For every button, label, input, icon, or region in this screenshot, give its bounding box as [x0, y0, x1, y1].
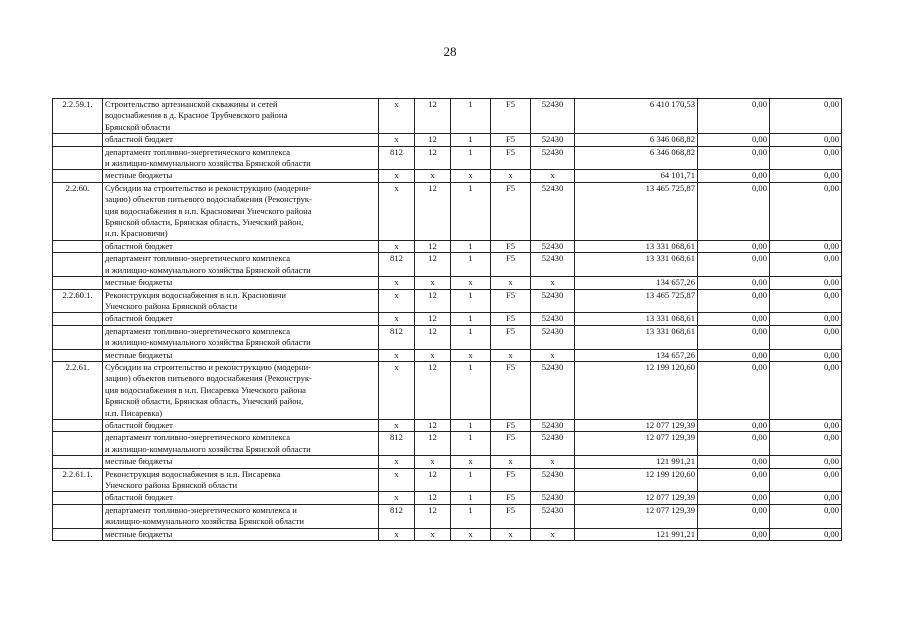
cell-program: 1	[451, 361, 491, 419]
cell-program: x	[451, 456, 491, 468]
cell-amount-2: 0,00	[698, 504, 770, 528]
cell-section: x	[415, 528, 451, 540]
cell-department-code: x	[379, 134, 415, 146]
cell-code	[53, 325, 103, 349]
table-row	[53, 456, 842, 468]
cell-project: x	[491, 170, 531, 182]
cell-department-code: x	[379, 456, 415, 468]
cell-amount-3: 0,00	[770, 325, 842, 349]
cell-amount-2: 0,00	[698, 456, 770, 468]
cell-amount-1: 121 991,21	[575, 528, 698, 540]
cell-program: 1	[451, 432, 491, 456]
cell-amount-3: 0,00	[770, 277, 842, 289]
cell-project: F5	[491, 146, 531, 170]
cell-amount-1: 13 465 725,87	[575, 289, 698, 313]
cell-code	[53, 277, 103, 289]
cell-department-code: x	[379, 170, 415, 182]
cell-department-code: x	[379, 99, 415, 134]
cell-program: 1	[451, 468, 491, 492]
page-number: 28	[443, 44, 457, 59]
cell-amount-3: 0,00	[770, 504, 842, 528]
cell-project: F5	[491, 240, 531, 252]
cell-code	[53, 432, 103, 456]
cell-section: 12	[415, 313, 451, 325]
cell-code: 2.2.61.1.	[53, 468, 103, 492]
cell-code	[53, 528, 103, 540]
table-row	[53, 528, 842, 540]
cell-project: x	[491, 456, 531, 468]
cell-amount-3: 0,00	[770, 170, 842, 182]
cell-direction: 52430	[531, 289, 575, 313]
cell-amount-2: 0,00	[698, 99, 770, 134]
cell-code	[53, 456, 103, 468]
cell-description: Субсидии на строительство и реконструкцию (модерни- зацию) объектов питьевого водоснабжения (Реконструк- ция водоснабжения в н.п. Писаревка Унечского района Брянской области, Брянская область, Унечский район, н.п. Писаревка)	[103, 361, 379, 419]
cell-project: F5	[491, 419, 531, 431]
table-row	[53, 182, 842, 240]
cell-program: 1	[451, 313, 491, 325]
cell-department-code: x	[379, 240, 415, 252]
cell-department-code: x	[379, 313, 415, 325]
table-row	[53, 99, 842, 134]
cell-amount-3: 0,00	[770, 313, 842, 325]
cell-amount-1: 13 331 068,61	[575, 253, 698, 277]
cell-amount-1: 13 331 068,61	[575, 325, 698, 349]
cell-description: департамент топливно-энергетического комплекса и жилищно-коммунального хозяйства Брянской области	[103, 146, 379, 170]
cell-amount-3: 0,00	[770, 528, 842, 540]
table-row	[53, 277, 842, 289]
cell-code	[53, 240, 103, 252]
table-row	[53, 170, 842, 182]
cell-direction: 52430	[531, 492, 575, 504]
table-row	[53, 289, 842, 313]
cell-amount-2: 0,00	[698, 492, 770, 504]
cell-department-code: x	[379, 468, 415, 492]
cell-amount-1: 121 991,21	[575, 456, 698, 468]
cell-amount-1: 12 199 120,60	[575, 361, 698, 419]
cell-direction: x	[531, 528, 575, 540]
table-row	[53, 492, 842, 504]
cell-section: x	[415, 277, 451, 289]
table-row	[53, 468, 842, 492]
cell-direction: 52430	[531, 313, 575, 325]
cell-program: 1	[451, 134, 491, 146]
table-row	[53, 146, 842, 170]
cell-description: местные бюджеты	[103, 170, 379, 182]
cell-amount-2: 0,00	[698, 325, 770, 349]
cell-department-code: 812	[379, 325, 415, 349]
cell-code	[53, 504, 103, 528]
cell-amount-2: 0,00	[698, 182, 770, 240]
cell-code	[53, 134, 103, 146]
cell-description: областной бюджет	[103, 492, 379, 504]
cell-section: x	[415, 349, 451, 361]
cell-project: F5	[491, 504, 531, 528]
table-row	[53, 134, 842, 146]
cell-description: местные бюджеты	[103, 528, 379, 540]
cell-amount-1: 134 657,26	[575, 349, 698, 361]
cell-amount-3: 0,00	[770, 361, 842, 419]
cell-description: Субсидии на строительство и реконструкцию (модерни- зацию) объектов питьевого водоснабжения (Реконструк- ция водоснабжения в н.п. Красновичи Унечского района Брянской области, Брянская область, Унечский район, н.п. Красновичи)	[103, 182, 379, 240]
cell-code	[53, 146, 103, 170]
cell-description: Реконструкция водоснабжения в н.п. Писаревка Унечского района Брянской области	[103, 468, 379, 492]
cell-description: местные бюджеты	[103, 349, 379, 361]
cell-project: x	[491, 277, 531, 289]
cell-amount-2: 0,00	[698, 361, 770, 419]
cell-department-code: x	[379, 289, 415, 313]
cell-code	[53, 349, 103, 361]
cell-direction: 52430	[531, 361, 575, 419]
cell-direction: 52430	[531, 182, 575, 240]
cell-project: F5	[491, 289, 531, 313]
cell-project: x	[491, 528, 531, 540]
cell-description: областной бюджет	[103, 240, 379, 252]
cell-direction: x	[531, 170, 575, 182]
cell-section: 12	[415, 492, 451, 504]
cell-amount-1: 13 331 068,61	[575, 313, 698, 325]
table-row	[53, 419, 842, 431]
cell-amount-2: 0,00	[698, 349, 770, 361]
cell-code	[53, 170, 103, 182]
cell-program: 1	[451, 419, 491, 431]
cell-code: 2.2.61.	[53, 361, 103, 419]
cell-description: местные бюджеты	[103, 277, 379, 289]
cell-direction: 52430	[531, 240, 575, 252]
cell-direction: 52430	[531, 325, 575, 349]
cell-program: 1	[451, 504, 491, 528]
cell-department-code: 812	[379, 432, 415, 456]
cell-project: F5	[491, 361, 531, 419]
cell-department-code: x	[379, 528, 415, 540]
cell-program: 1	[451, 289, 491, 313]
cell-description: областной бюджет	[103, 313, 379, 325]
cell-amount-1: 13 465 725,87	[575, 182, 698, 240]
cell-amount-1: 64 101,71	[575, 170, 698, 182]
cell-amount-3: 0,00	[770, 419, 842, 431]
cell-project: x	[491, 349, 531, 361]
cell-amount-1: 6 346 068,82	[575, 146, 698, 170]
cell-amount-2: 0,00	[698, 419, 770, 431]
cell-description: департамент топливно-энергетического комплекса и жилищно-коммунального хозяйства Брянской области	[103, 253, 379, 277]
cell-direction: 52430	[531, 468, 575, 492]
cell-direction: 52430	[531, 146, 575, 170]
cell-amount-1: 12 077 129,39	[575, 492, 698, 504]
cell-amount-2: 0,00	[698, 277, 770, 289]
cell-code	[53, 313, 103, 325]
cell-section: 12	[415, 182, 451, 240]
cell-section: 12	[415, 361, 451, 419]
cell-code: 2.2.60.	[53, 182, 103, 240]
cell-section: 12	[415, 146, 451, 170]
cell-amount-1: 12 199 120,60	[575, 468, 698, 492]
cell-amount-2: 0,00	[698, 134, 770, 146]
cell-program: x	[451, 528, 491, 540]
cell-direction: 52430	[531, 504, 575, 528]
cell-project: F5	[491, 432, 531, 456]
table-body	[53, 99, 842, 541]
cell-amount-3: 0,00	[770, 240, 842, 252]
cell-program: 1	[451, 325, 491, 349]
cell-project: F5	[491, 325, 531, 349]
table-row	[53, 504, 842, 528]
cell-program: 1	[451, 182, 491, 240]
cell-project: F5	[491, 99, 531, 134]
cell-program: 1	[451, 240, 491, 252]
cell-project: F5	[491, 182, 531, 240]
cell-description: департамент топливно-энергетического комплекса и жилищно-коммунального хозяйства Брянской области	[103, 325, 379, 349]
cell-amount-2: 0,00	[698, 468, 770, 492]
cell-code	[53, 492, 103, 504]
cell-amount-3: 0,00	[770, 289, 842, 313]
cell-amount-2: 0,00	[698, 146, 770, 170]
cell-section: 12	[415, 240, 451, 252]
cell-section: 12	[415, 134, 451, 146]
cell-code: 2.2.60.1.	[53, 289, 103, 313]
cell-description: местные бюджеты	[103, 456, 379, 468]
cell-project: F5	[491, 313, 531, 325]
cell-department-code: 812	[379, 253, 415, 277]
cell-section: 12	[415, 468, 451, 492]
cell-amount-2: 0,00	[698, 170, 770, 182]
cell-description: Строительство артезианской скважины и сетей водоснабжения в д. Красное Трубчевского района Брянской области	[103, 99, 379, 134]
cell-direction: 52430	[531, 419, 575, 431]
cell-section: 12	[415, 432, 451, 456]
cell-amount-1: 6 346 068,82	[575, 134, 698, 146]
cell-section: 12	[415, 253, 451, 277]
cell-project: F5	[491, 253, 531, 277]
cell-amount-3: 0,00	[770, 99, 842, 134]
cell-program: 1	[451, 253, 491, 277]
cell-description: департамент топливно-энергетического комплекса и жилищно-коммунального хозяйства Брянской области	[103, 432, 379, 456]
table-row	[53, 325, 842, 349]
cell-program: 1	[451, 492, 491, 504]
table-row	[53, 313, 842, 325]
cell-description: департамент топливно-энергетического комплекса и жилищно-коммунального хозяйства Брянской области	[103, 504, 379, 528]
cell-code: 2.2.59.1.	[53, 99, 103, 134]
cell-project: F5	[491, 468, 531, 492]
cell-amount-3: 0,00	[770, 456, 842, 468]
cell-program: x	[451, 170, 491, 182]
cell-section: 12	[415, 419, 451, 431]
cell-department-code: x	[379, 361, 415, 419]
cell-program: x	[451, 349, 491, 361]
table-row	[53, 253, 842, 277]
table-row	[53, 349, 842, 361]
cell-section: 12	[415, 99, 451, 134]
cell-direction: x	[531, 349, 575, 361]
cell-amount-3: 0,00	[770, 134, 842, 146]
cell-description: областной бюджет	[103, 134, 379, 146]
cell-department-code: 812	[379, 504, 415, 528]
cell-description: областной бюджет	[103, 419, 379, 431]
cell-department-code: x	[379, 182, 415, 240]
cell-amount-2: 0,00	[698, 289, 770, 313]
cell-section: 12	[415, 504, 451, 528]
cell-description: Реконструкция водоснабжения в н.п. Красновичи Унечского района Брянской области	[103, 289, 379, 313]
cell-department-code: x	[379, 492, 415, 504]
cell-amount-3: 0,00	[770, 182, 842, 240]
cell-amount-1: 6 410 170,53	[575, 99, 698, 134]
cell-amount-1: 134 657,26	[575, 277, 698, 289]
cell-department-code: x	[379, 277, 415, 289]
budget-table	[52, 98, 842, 541]
cell-amount-2: 0,00	[698, 240, 770, 252]
table-row	[53, 432, 842, 456]
cell-amount-3: 0,00	[770, 432, 842, 456]
cell-department-code: x	[379, 419, 415, 431]
cell-direction: 52430	[531, 134, 575, 146]
cell-amount-2: 0,00	[698, 528, 770, 540]
cell-direction: 52430	[531, 253, 575, 277]
cell-amount-3: 0,00	[770, 468, 842, 492]
cell-amount-1: 12 077 129,39	[575, 419, 698, 431]
cell-project: F5	[491, 492, 531, 504]
cell-section: x	[415, 170, 451, 182]
cell-department-code: 812	[379, 146, 415, 170]
cell-code	[53, 253, 103, 277]
cell-section: 12	[415, 289, 451, 313]
cell-amount-1: 12 077 129,39	[575, 504, 698, 528]
cell-amount-3: 0,00	[770, 253, 842, 277]
cell-amount-2: 0,00	[698, 432, 770, 456]
table-row	[53, 240, 842, 252]
cell-program: 1	[451, 146, 491, 170]
cell-section: x	[415, 456, 451, 468]
cell-direction: 52430	[531, 432, 575, 456]
cell-amount-3: 0,00	[770, 349, 842, 361]
cell-code	[53, 419, 103, 431]
cell-program: x	[451, 277, 491, 289]
cell-direction: 52430	[531, 99, 575, 134]
cell-amount-2: 0,00	[698, 253, 770, 277]
cell-amount-2: 0,00	[698, 313, 770, 325]
cell-program: 1	[451, 99, 491, 134]
table-row	[53, 361, 842, 419]
cell-amount-1: 12 077 129,39	[575, 432, 698, 456]
cell-department-code: x	[379, 349, 415, 361]
cell-section: 12	[415, 325, 451, 349]
cell-direction: x	[531, 277, 575, 289]
cell-direction: x	[531, 456, 575, 468]
cell-project: F5	[491, 134, 531, 146]
cell-amount-3: 0,00	[770, 492, 842, 504]
cell-amount-3: 0,00	[770, 146, 842, 170]
cell-amount-1: 13 331 068,61	[575, 240, 698, 252]
